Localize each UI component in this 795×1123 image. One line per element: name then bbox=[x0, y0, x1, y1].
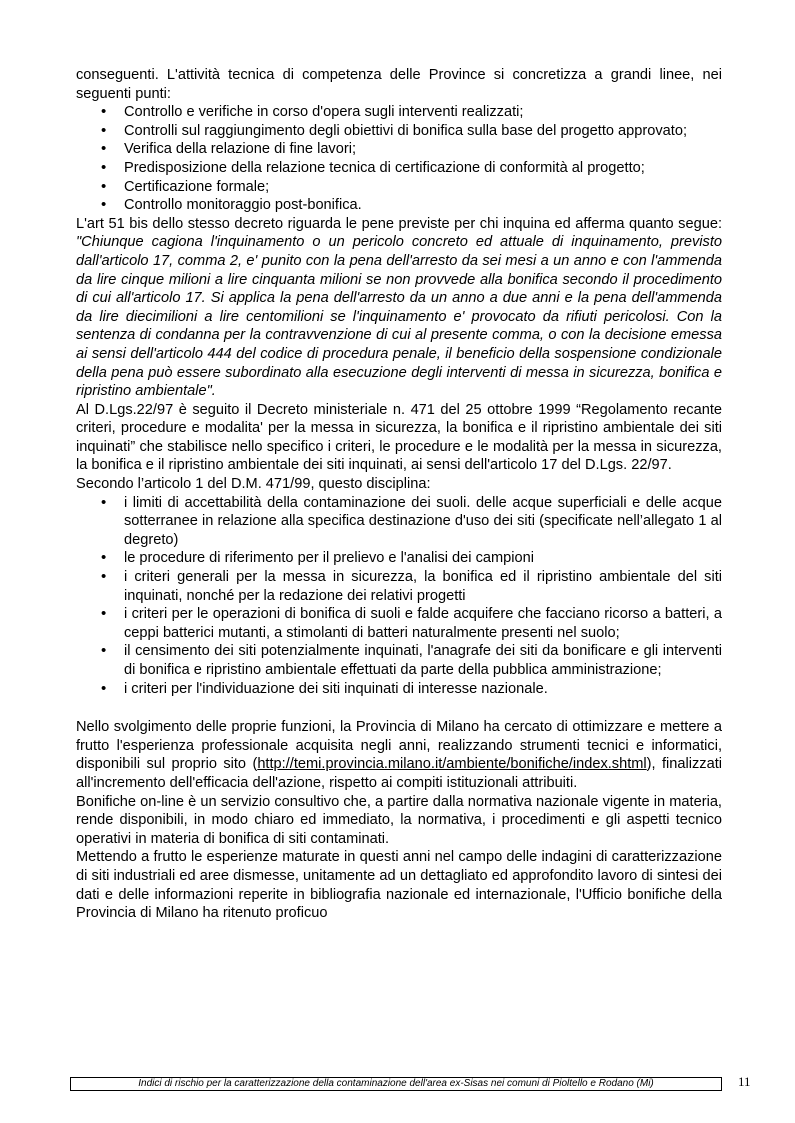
intro-paragraph: conseguenti. L'attività tecnica di competenza delle Province si concretizza a grandi linee, nei seguenti punti: bbox=[76, 67, 722, 102]
dm471-scope-list bbox=[76, 494, 722, 699]
list-item: • i criteri per l'individuazione dei siti inquinati di interesse nazionale. bbox=[124, 680, 722, 699]
mettendo-paragraph: Mettendo a frutto le esperienze maturate in questi anni nel campo delle indagini di caratterizzazione di siti industriali ed aree dismesse, unitamente ad un dettagliato ed approfondito lavoro di sintesi dei dati e delle informazioni reperite in bibliografia nazionale ed internazionale, l'Ufficio bonifiche della Provincia di Milano ha ritenuto proficuo bbox=[76, 849, 722, 922]
list-item: • i criteri per le operazioni di bonifica di suoli e falde acquifere che facciano ricorso a batteri, a ceppi batterici mutanti, a stimolanti di batteri naturalmente presenti nel suolo; bbox=[124, 605, 722, 642]
milano-paragraph bbox=[76, 718, 722, 792]
list-item: • Verifica della relazione di fine lavori; bbox=[124, 140, 722, 159]
page-number: 11 bbox=[738, 1074, 751, 1089]
list-item: • Predisposizione della relazione tecnica di certificazione di conformità al progetto; bbox=[124, 159, 722, 178]
list-item: • Certificazione formale; bbox=[124, 178, 722, 197]
milano-text-end: ), finalizzati all'incremento dell'efficacia dell'azione, rispetto ai compiti istituzionali attribuiti. bbox=[76, 756, 722, 791]
dm471-paragraph: Al D.Lgs.22/97 è seguito il Decreto ministeriale n. 471 del 25 ottobre 1999 “Regolamento recante criteri, procedure e modalita' per la messa in sicurezza, la bonifica e il ripristino ambientale dei siti inquinati” che stabilisce nello specifico i criteri, le procedure e le modalità per la messa in sicurezza, la bonifica e il ripristino ambientale dei siti inquinati, ai sensi dell'articolo 17 del D.Lgs. 22/97. bbox=[76, 401, 722, 474]
page-body bbox=[76, 66, 722, 923]
list-item: • il censimento dei siti potenzialmente inquinati, l'anagrafe dei siti da bonificare e gli interventi di bonifica e ripristino ambientale effettuati da parte della pubblica amministrazione; bbox=[124, 642, 722, 679]
art51-lead: L'art 51 bis dello stesso decreto riguarda le pene previste per chi inquina ed afferma quanto segue: bbox=[76, 215, 722, 232]
list-item: • le procedure di riferimento per il prelievo e l'analisi dei campioni bbox=[124, 549, 722, 568]
bonifiche-online-paragraph: Bonifiche on-line è un servizio consultivo che, a partire dalla normativa nazionale vigente in materia, rende disponibili, in modo chiaro ed immediato, la normativa, i procedimenti e gli aspetti tecnico operativi in materia di bonifica di siti contaminati. bbox=[76, 793, 722, 847]
list-item: • Controllo e verifiche in corso d'opera sugli interventi realizzati; bbox=[124, 103, 722, 122]
art51-paragraph bbox=[76, 215, 722, 401]
paragraph-gap bbox=[76, 698, 722, 718]
milano-text: Nello svolgimento delle proprie funzioni, la Provincia di Milano ha cercato di ottimizzare e mettere a frutto l'esperienza professionale acquisita negli anni, realizzando strumenti tecnici e informatici, disponibili sul proprio sito ( bbox=[76, 719, 722, 773]
footer-title-box: Indici di rischio per la caratterizzazione della contaminazione dell'area ex-Sisas nei comuni di Pioltello e Rodano (Mi) bbox=[70, 1077, 722, 1091]
province-activities-list bbox=[76, 103, 722, 215]
list-item: • i criteri generali per la messa in sicurezza, la bonifica ed il ripristino ambientale del siti inquinati, nonché per la redazione dei relativi progetti bbox=[124, 568, 722, 605]
list-item: • Controlli sul raggiungimento degli obiettivi di bonifica sulla base del progetto approvato; bbox=[124, 122, 722, 141]
list-item: • Controllo monitoraggio post-bonifica. bbox=[124, 196, 722, 215]
list-item: • i limiti di accettabilità della contaminazione dei suoli. delle acque superficiali e delle acque sotterranee in relazione alla specifica destinazione d'uso dei siti (specificate nell’allegato 1 al degreto) bbox=[124, 494, 722, 550]
secondo-paragraph: Secondo l’articolo 1 del D.M. 471/99, questo disciplina: bbox=[76, 476, 431, 493]
art51-quote: "Chiunque cagiona l'inquinamento o un pericolo concreto ed attuale di inquinamento, previsto dall'articolo 17, comma 2, e' punito con la pena dell'arresto da sei mesi a un anno e con l'ammenda da lire cinque milioni a lire cinquanta milioni se non provvede alla bonifica secondo il procedimento di cui all'articolo 17. Si applica la pena dell'arresto da un anno a due anni e la pena dell'ammenda da lire diecimilioni a lire centomilioni se l'inquinamento e' provocato da rifiuti pericolosi. Con la sentenza di condanna per la contravvenzione di cui al presente comma, o con la decisione emessa ai sensi dell'articolo 444 del codice di procedura penale, il beneficio della sospensione condizionale della pena può essere subordinato alla esecuzione degli interventi di messa in sicurezza, bonifica e ripristino ambientale". bbox=[76, 234, 722, 400]
bonifiche-site-link[interactable]: http://temi.provincia.milano.it/ambiente/bonifiche/index.shtml bbox=[257, 756, 647, 773]
